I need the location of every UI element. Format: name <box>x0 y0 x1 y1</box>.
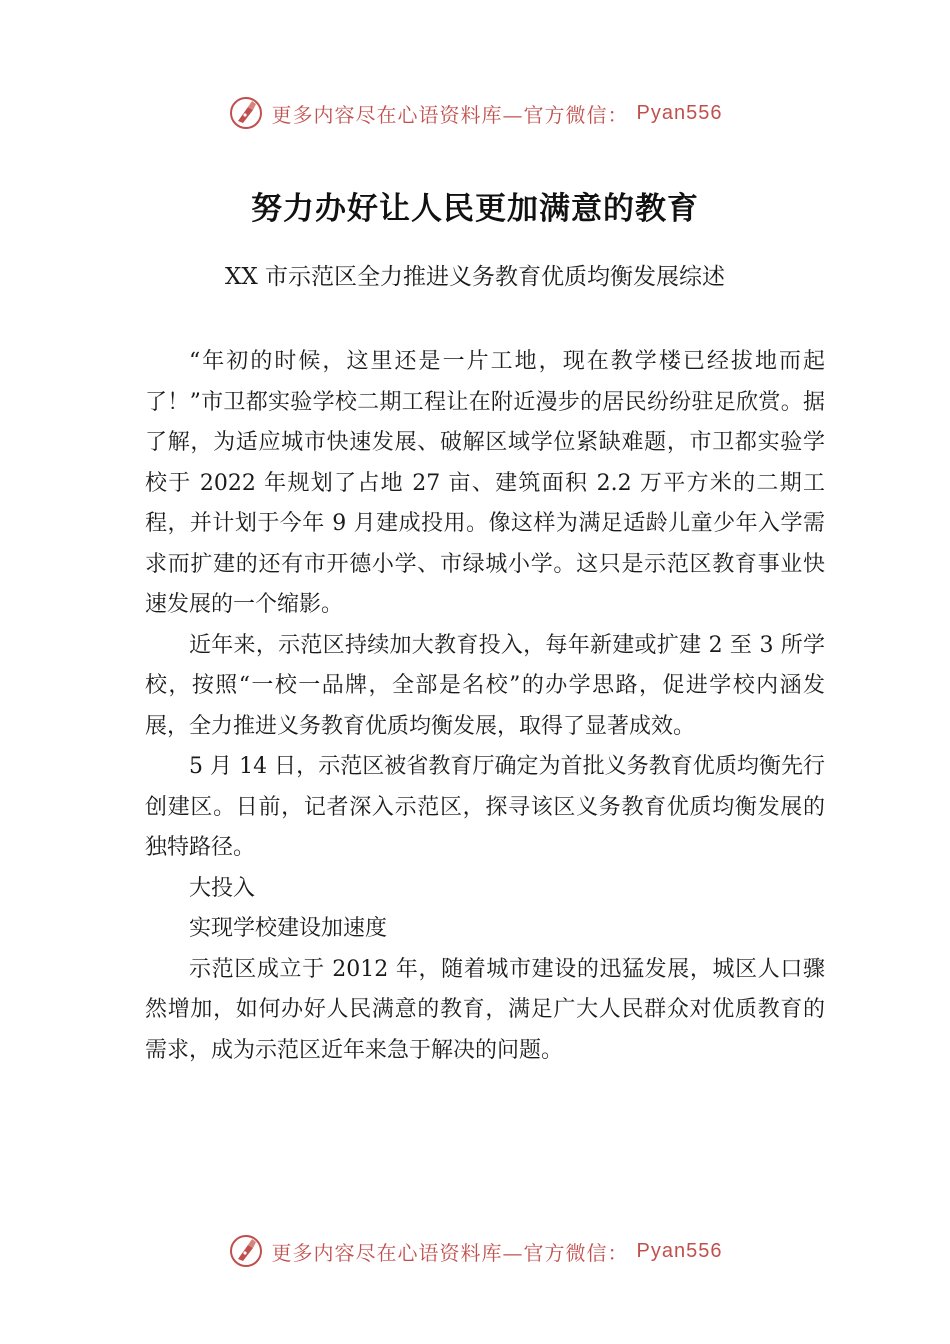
watermark-text: 更多内容尽在心语资料库—官方微信： <box>271 1240 629 1265</box>
section-heading: 大投入 <box>189 875 256 901</box>
pen-nib-logo-icon <box>228 1233 264 1269</box>
pen-nib-logo-icon <box>228 95 264 131</box>
document-title: 努力办好让人民更加满意的教育 <box>251 191 699 227</box>
paragraph: 5 月 14 日，示范区被省教育厅确定为首批义务教育优质均衡先行创建区。日前，记者深入示范区，探寻该区义务教育优质均衡发展的独特路径。 <box>145 754 825 860</box>
watermark-wechat-id: Pyan556 <box>636 101 723 124</box>
section-subheading: 实现学校建设加速度 <box>189 916 388 941</box>
watermark-wechat-id: Pyan556 <box>636 1239 723 1262</box>
watermark-text: 更多内容尽在心语资料库—官方微信： <box>271 102 629 127</box>
paragraph: 近年来，示范区持续加大教育投入，每年新建或扩建 2 至 3 所学校，按照“一校一品牌，全部是名校”的办学思路，促进学校内涵发展，全力推进义务教育优质均衡发展，取得了显著成效。 <box>145 632 825 739</box>
paragraph: 示范区成立于 2012 年，随着城市建设的迅猛发展，城区人口骤然增加，如何办好人民满意的教育，满足广大人民群众对优质教育的需求，成为示范区近年来急于解决的问题。 <box>145 956 825 1063</box>
paragraph: “年初的时候，这里还是一片工地，现在教学楼已经拔地而起了！”市卫都实验学校二期工程让在附近漫步的居民纷纷驻足欣赏。据了解，为适应城市快速发展、破解区域学位紧缺难题，市卫都实验学校于 2022 年规划了占地 27 亩、建筑面积 2.2 万平方米的二期工程，并计划于今年 9 月建成投用。像这样为满足适龄儿童少年入学需求而扩建的还有市开德小学、市绿城小学。这只是示范区教育事业快速发展的一个缩影。 <box>145 349 825 617</box>
document-subtitle: XX 市示范区全力推进义务教育优质均衡发展综述 <box>224 264 726 290</box>
footer-watermark <box>0 1233 950 1269</box>
header-watermark <box>0 95 950 131</box>
article-body <box>145 342 825 1071</box>
